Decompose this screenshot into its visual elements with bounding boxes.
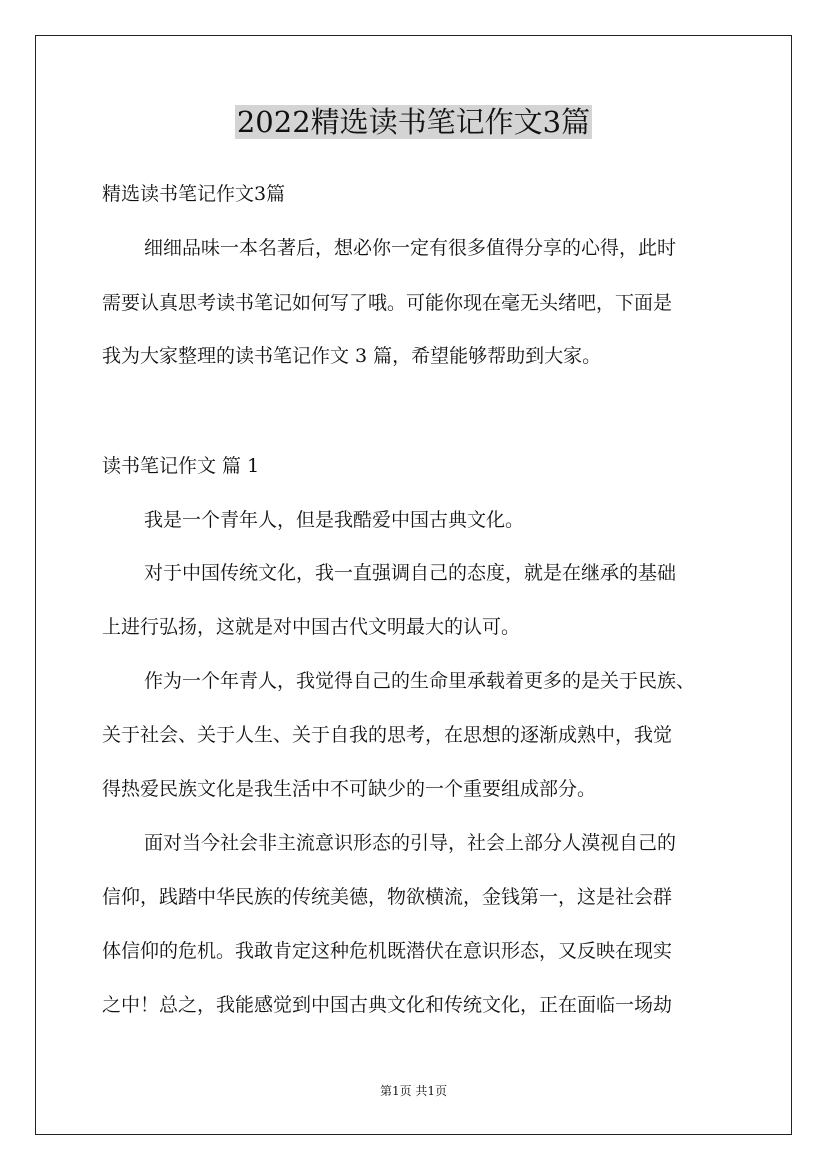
section-heading: 读书笔记作文 篇 1 <box>102 455 260 477</box>
intro-line-3: 我为大家整理的读书笔记作文 3 篇，希望能够帮助到大家。 <box>102 345 602 367</box>
body-line-8: 信仰，践踏中华民族的传统美德，物欲横流，金钱第一，这是社会群 <box>102 886 673 908</box>
page-footer: 第1页 共1页 <box>379 1084 448 1098</box>
body-line-1: 我是一个青年人，但是我酷爱中国古典文化。 <box>144 509 525 531</box>
body-line-3: 上进行弘扬，这就是对中国古代文明最大的认可。 <box>102 616 521 638</box>
body-line-9: 体信仰的危机。我敢肯定这种危机既潜伏在意识形态，又反映在现实 <box>102 940 673 962</box>
document-subtitle: 精选读书笔记作文3篇 <box>102 183 286 205</box>
document-title-text: 2022精选读书笔记作文3篇 <box>236 105 591 139</box>
body-line-5: 关于社会、关于人生、关于自我的思考，在思想的逐渐成熟中，我觉 <box>102 724 673 746</box>
body-line-6: 得热爱民族文化是我生活中不可缺少的一个重要组成部分。 <box>102 778 597 800</box>
intro-line-2: 需要认真思考读书笔记如何写了哦。可能你现在毫无头绪吧，下面是 <box>102 292 673 314</box>
body-line-10: 之中！总之，我能感觉到中国古典文化和传统文化，正在面临一场劫 <box>102 994 673 1016</box>
body-line-2: 对于中国传统文化，我一直强调自己的态度，就是在继承的基础 <box>144 562 677 584</box>
intro-line-1: 细细品味一本名著后，想必你一定有很多值得分享的心得，此时 <box>144 237 677 259</box>
body-line-7: 面对当今社会非主流意识形态的引导，社会上部分人漠视自己的 <box>144 832 677 854</box>
body-line-4: 作为一个年青人，我觉得自己的生命里承载着更多的是关于民族、 <box>144 670 696 692</box>
document-title <box>0 102 827 142</box>
